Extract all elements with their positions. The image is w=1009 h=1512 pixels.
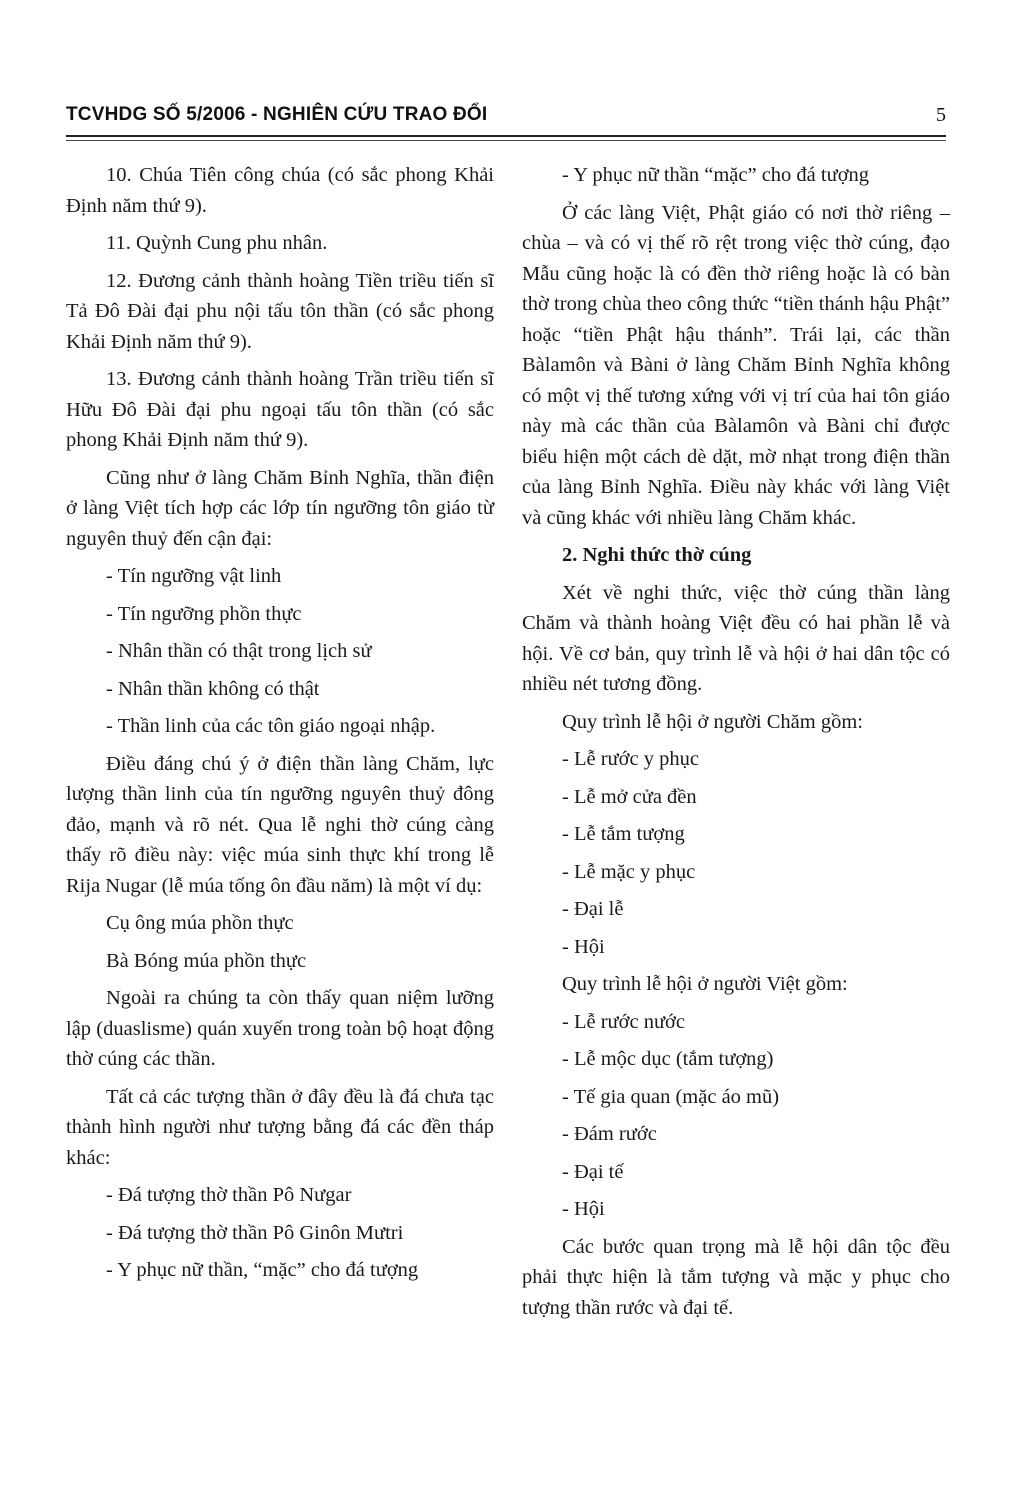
- list-item: - Y phục nữ thần “mặc” cho đá tượng: [562, 164, 870, 186]
- paragraph: 11. Quỳnh Cung phu nhân.: [106, 232, 328, 254]
- list-item: - Y phục nữ thần, “mặc” cho đá tượng: [106, 1259, 419, 1281]
- list-item: - Lễ mặc y phục: [562, 860, 696, 883]
- list-item: Cụ ông múa phồn thực: [106, 912, 294, 934]
- list-item: - Đại tế: [562, 1160, 624, 1183]
- list-item: - Hội: [562, 935, 605, 958]
- right-column: [522, 160, 950, 1330]
- section-heading: 2. Nghi thức thờ cúng: [562, 544, 752, 566]
- list-item: - Nhân thần có thật trong lịch sử: [106, 640, 372, 662]
- list-item: - Tín ngưỡng vật linh: [106, 565, 282, 587]
- paragraph: 10. Chúa Tiên công chúa (có sắc phong Khải Định năm thứ 9).: [66, 164, 494, 217]
- paragraph: Ở các làng Việt, Phật giáo có nơi thờ riêng – chùa – và có vị thế rõ rệt trong việc thờ cúng, đạo Mẫu cũng hoặc là có đền thờ riêng hoặc là có bàn thờ trong chùa theo công thức “tiền thánh hậu Phật” hoặc “tiền Phật hậu thánh”. Trái lại, các thần Bàlamôn và Bàni ở làng Chăm Bỉnh Nghĩa không có một vị thế tương xứng với vị trí của hai tôn giáo này mà các thần của Bàlamôn và Bàni chỉ được biểu hiện một cách dè dặt, mờ nhạt trong điện thần của làng Bỉnh Nghĩa. Điều này khác với làng Việt và cũng khác với nhiều làng Chăm khác.: [522, 201, 950, 529]
- page-header: [66, 104, 946, 144]
- paragraph: Xét về nghi thức, việc thờ cúng thần làng Chăm và thành hoàng Việt đều có hai phần lễ và hội. Về cơ bản, quy trình lễ và hội ở hai dân tộc có nhiều nét tương đồng.: [522, 581, 950, 695]
- paragraph: Điều đáng chú ý ở điện thần làng Chăm, lực lượng thần linh của tín ngưỡng nguyên thuỷ đông đảo, mạnh và rõ nét. Qua lễ nghi thờ cúng càng thấy rõ điều này: việc múa sinh thực khí trong lễ Rija Nugar (lễ múa tống ôn đầu năm) là một ví dụ:: [66, 752, 494, 897]
- list-item: - Tế gia quan (mặc áo mũ): [562, 1085, 780, 1108]
- list-item: Quy trình lễ hội ở người Chăm gồm:: [562, 710, 863, 733]
- journal-title: TCVHDG SỐ 5/2006 - NGHIÊN CỨU TRAO ĐỔI: [66, 104, 488, 125]
- left-column: [66, 160, 494, 1293]
- list-item: - Lễ mộc dục (tắm tượng): [562, 1048, 774, 1070]
- paragraph: Ngoài ra chúng ta còn thấy quan niệm lưỡng lập (duaslisme) quán xuyến trong toàn bộ hoạt động thờ cúng các thần.: [66, 987, 494, 1070]
- list-item: Bà Bóng múa phồn thực: [106, 949, 307, 972]
- list-item: - Đá tượng thờ thần Pô Nưgar: [106, 1184, 352, 1206]
- paragraph: - Thần linh của các tôn giáo ngoại nhập.: [106, 715, 436, 737]
- paragraph: 13. Đương cảnh thành hoàng Trần triều tiến sĩ Hữu Đô Đài đại phu ngoại tấu tôn thần (có sắc phong Khải Định năm thứ 9).: [66, 368, 494, 451]
- list-item: Quy trình lễ hội ở người Việt gồm:: [562, 973, 848, 995]
- paragraph: Các bước quan trọng mà lễ hội dân tộc đều phải thực hiện là tắm tượng và mặc y phục cho tượng thần rước và đại tế.: [522, 1235, 950, 1319]
- list-item: - Lễ mở cửa đền: [562, 785, 697, 808]
- list-item: - Nhân thần không có thật: [106, 677, 320, 700]
- list-item: - Đám rước: [562, 1123, 657, 1145]
- paragraph: 12. Đương cảnh thành hoàng Tiền triều tiến sĩ Tả Đô Đài đại phu nội tấu tôn thần (có sắc phong Khải Định năm thứ 9).: [66, 269, 494, 353]
- paragraph: Cũng như ở làng Chăm Bỉnh Nghĩa, thần điện ở làng Việt tích hợp các lớp tín ngưỡng tôn giáo từ nguyên thuỷ đến cận đại:: [66, 466, 494, 550]
- list-item: - Đại lễ: [562, 898, 624, 920]
- list-item: - Lễ tắm tượng: [562, 823, 685, 845]
- header-rule-thin: [66, 140, 946, 141]
- list-item: - Tín ngưỡng phồn thực: [106, 602, 302, 625]
- list-item: - Đá tượng thờ thần Pô Ginôn Mưtri: [106, 1221, 404, 1244]
- list-item: - Lễ rước y phục: [562, 748, 699, 770]
- list-item: - Lễ rước nước: [562, 1010, 685, 1033]
- list-item: - Hội: [562, 1198, 605, 1220]
- header-rule: [66, 135, 946, 137]
- paragraph: Tất cả các tượng thần ở đây đều là đá chưa tạc thành hình người như tượng bằng đá các đền tháp khác:: [66, 1085, 494, 1169]
- page-number: 5: [936, 104, 946, 126]
